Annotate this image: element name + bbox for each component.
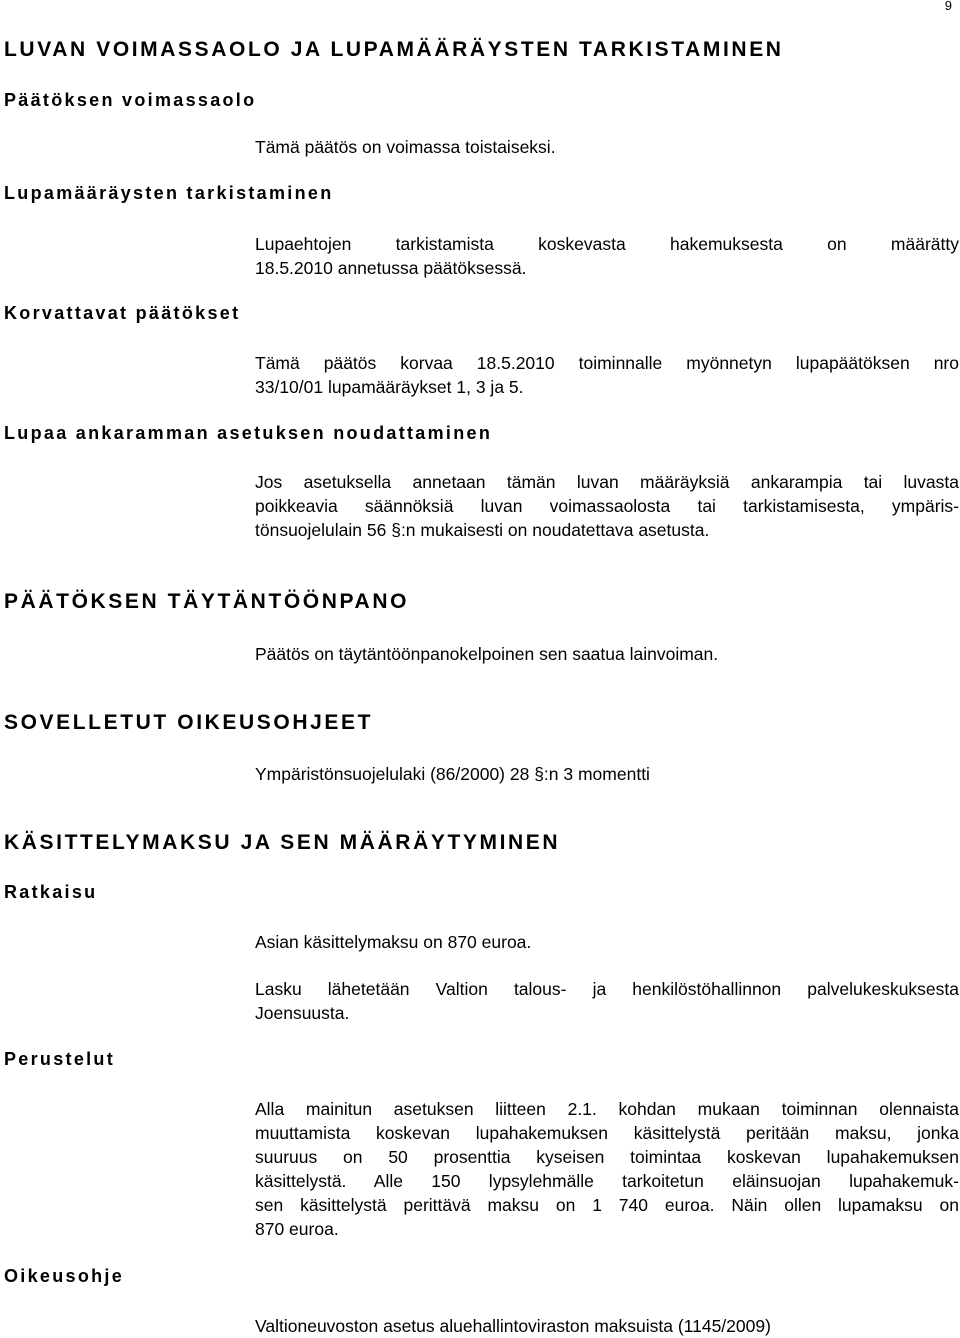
stricter-line-2: poikkeavia säännöksiä luvan voimassaolosta tai tarkistamisesta, ympäris-: [255, 496, 959, 516]
fee-text-2: [255, 977, 959, 1025]
replaced-paragraph: [255, 351, 959, 399]
legal-line: Valtioneuvoston asetus aluehallintoviraston maksuista (1145/2009): [255, 1316, 771, 1336]
stricter-line-3: tönsuojelulain 56 §:n mukaisesti on noudatettava asetusta.: [255, 520, 710, 540]
fee-heading: KÄSITTELYMAKSU JA SEN MÄÄRÄYTYMINEN: [4, 831, 561, 854]
grounds-line-3: suuruus on 50 prosenttia kyseisen toimintaa koskevan lupahakemuksen: [255, 1147, 959, 1167]
stricter-paragraph: [255, 470, 959, 542]
enforcement-heading: PÄÄTÖKSEN TÄYTÄNTÖÖNPANO: [4, 590, 410, 613]
legal-text: [255, 1314, 959, 1338]
law-heading: SOVELLETUT OIKEUSOHJEET: [4, 711, 374, 734]
validity-heading: LUVAN VOIMASSAOLO JA LUPAMÄÄRÄYSTEN TARKISTAMINEN: [4, 38, 784, 61]
fee-line-2b: Joensuusta.: [255, 1003, 350, 1023]
validity-text: [255, 135, 959, 159]
grounds-subheading: Perustelut: [4, 1049, 116, 1069]
replaced-line-1: Tämä päätös korvaa 18.5.2010 toiminnalle myönnetyn lupapäätöksen nro: [255, 353, 959, 373]
validity-subheading: Päätöksen voimassaolo: [4, 90, 257, 110]
decision-subheading: Ratkaisu: [4, 882, 98, 902]
fee-line-1: Asian käsittelymaksu on 870 euroa.: [255, 932, 532, 952]
grounds-paragraph: [255, 1097, 959, 1241]
page-number: 9: [944, 0, 952, 13]
replaced-line-2: 33/10/01 lupamääräykset 1, 3 ja 5.: [255, 377, 524, 397]
validity-line: Tämä päätös on voimassa toistaiseksi.: [255, 137, 556, 157]
grounds-line-5: sen käsittelystä perittävä maksu on 1 740 euroa. Näin ollen lupamaksu on: [255, 1195, 959, 1215]
enforcement-text: [255, 642, 959, 666]
grounds-line-2: muuttamista koskevan lupahakemuksen käsittelystä peritään maksu, jonka: [255, 1123, 959, 1143]
stricter-subheading: Lupaa ankaramman asetuksen noudattaminen: [4, 423, 493, 443]
law-line: Ympäristönsuojelulaki (86/2000) 28 §:n 3 momentti: [255, 764, 650, 784]
grounds-line-6: 870 euroa.: [255, 1219, 339, 1239]
review-paragraph: [255, 232, 959, 280]
stricter-line-1: Jos asetuksella annetaan tämän luvan määräyksiä ankarampia tai luvasta: [255, 472, 959, 492]
review-line-2: 18.5.2010 annetussa päätöksessä.: [255, 258, 527, 278]
grounds-line-4: käsittelystä. Alle 150 lypsylehmälle tarkoitetun eläinsuojan lupahakemuk-: [255, 1171, 959, 1191]
grounds-line-1: Alla mainitun asetuksen liitteen 2.1. kohdan mukaan toiminnan olennaista: [255, 1099, 959, 1119]
replaced-subheading: Korvattavat päätökset: [4, 303, 241, 323]
review-subheading: Lupamääräysten tarkistaminen: [4, 183, 334, 203]
fee-text-1: [255, 930, 959, 954]
review-line-1: Lupaehtojen tarkistamista koskevasta hakemuksesta on määrätty: [255, 234, 959, 254]
enforcement-line: Päätös on täytäntöönpanokelpoinen sen saatua lainvoiman.: [255, 644, 719, 664]
legal-subheading: Oikeusohje: [4, 1266, 125, 1286]
law-text: [255, 762, 959, 786]
fee-line-2a: Lasku lähetetään Valtion talous- ja henkilöstöhallinnon palvelukeskuksesta: [255, 979, 959, 999]
